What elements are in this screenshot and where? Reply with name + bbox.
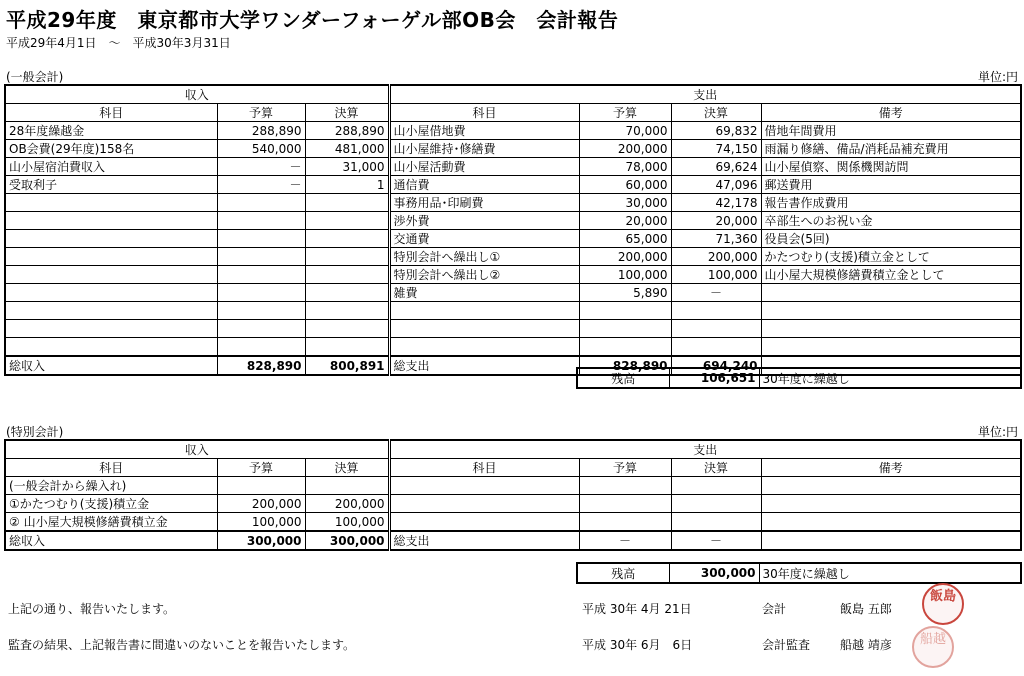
expense-note: かたつむり(支援)積立金として xyxy=(761,248,1021,266)
audit-statement: 監査の結果、上記報告書に間違いのないことを報告いたします。 xyxy=(8,638,356,652)
special-expense-note xyxy=(761,495,1021,513)
col-income-actual: 決算 xyxy=(305,104,389,122)
total-expense-actual: 694,240 xyxy=(671,356,761,375)
expense-item: 交通費 xyxy=(389,230,579,248)
expense-budget xyxy=(579,302,671,320)
expense-item: 山小屋維持･修繕費 xyxy=(389,140,579,158)
special-total-income-label: 総収入 xyxy=(5,531,217,550)
col-expense-actual: 決算 xyxy=(671,104,761,122)
special-col-income-actual: 決算 xyxy=(305,459,389,477)
expense-note xyxy=(761,302,1021,320)
general-unit-label: 単位:円 xyxy=(977,70,1018,84)
report-statement: 上記の通り、報告いたします。 xyxy=(8,602,176,616)
special-income-budget: 200,000 xyxy=(217,495,305,513)
income-budget xyxy=(217,212,305,230)
report-period: 平成29年4月1日 ～ 平成30年3月31日 xyxy=(6,36,231,50)
special-expense-item xyxy=(389,477,579,495)
expense-note: 山小屋大規模修繕費積立金として xyxy=(761,266,1021,284)
expense-item xyxy=(389,320,579,338)
special-account-table xyxy=(4,439,1022,551)
total-income-actual: 800,891 xyxy=(305,356,389,375)
income-actual xyxy=(305,320,389,338)
special-col-income-item: 科目 xyxy=(5,459,217,477)
expense-actual: － xyxy=(671,284,761,302)
table-row xyxy=(5,248,1021,266)
expense-budget: 200,000 xyxy=(579,140,671,158)
table-row xyxy=(5,122,1021,140)
total-expense-label: 総支出 xyxy=(389,356,579,375)
special-balance-box xyxy=(576,562,1022,584)
special-expense-item xyxy=(389,495,579,513)
table-row xyxy=(5,284,1021,302)
special-total-expense-label: 総支出 xyxy=(389,531,579,550)
special-col-expense-budget: 予算 xyxy=(579,459,671,477)
report-name: 飯島 五郎 xyxy=(840,602,892,616)
special-expense-item xyxy=(389,513,579,532)
expense-budget xyxy=(579,320,671,338)
expense-actual xyxy=(671,302,761,320)
total-income-budget: 828,890 xyxy=(217,356,305,375)
general-balance-note: 30年度に繰越し xyxy=(759,368,1021,388)
expense-note xyxy=(761,284,1021,302)
income-actual xyxy=(305,248,389,266)
special-income-actual: 200,000 xyxy=(305,495,389,513)
special-expense-budget xyxy=(579,495,671,513)
special-section-label: (特別会計) xyxy=(6,425,64,439)
col-income-item: 科目 xyxy=(5,104,217,122)
income-item: 山小屋宿泊費収入 xyxy=(5,158,217,176)
special-expense-actual xyxy=(671,477,761,495)
table-row xyxy=(5,338,1021,357)
expense-actual: 74,150 xyxy=(671,140,761,158)
table-row xyxy=(5,176,1021,194)
accountant-seal: 飯島 xyxy=(922,583,964,625)
special-income-item: (一般会計から繰入れ) xyxy=(5,477,217,495)
income-item xyxy=(5,248,217,266)
special-expense-header: 支出 xyxy=(389,440,1021,459)
general-section-label: (一般会計) xyxy=(6,70,64,84)
expense-item: 雑費 xyxy=(389,284,579,302)
income-item xyxy=(5,230,217,248)
special-total-expense-actual: － xyxy=(671,531,761,550)
special-total-income-budget: 300,000 xyxy=(217,531,305,550)
income-item xyxy=(5,338,217,357)
income-budget xyxy=(217,194,305,212)
special-expense-note xyxy=(761,513,1021,532)
income-item: 28年度繰越金 xyxy=(5,122,217,140)
income-item xyxy=(5,320,217,338)
table-row xyxy=(5,477,1021,495)
expense-budget: 70,000 xyxy=(579,122,671,140)
special-col-income-budget: 予算 xyxy=(217,459,305,477)
special-expense-budget xyxy=(579,513,671,532)
total-income-label: 総収入 xyxy=(5,356,217,375)
income-item xyxy=(5,302,217,320)
table-row xyxy=(5,320,1021,338)
income-item xyxy=(5,284,217,302)
special-balance-note: 30年度に繰越し xyxy=(759,563,1021,583)
expense-item xyxy=(389,302,579,320)
expense-item: 山小屋借地費 xyxy=(389,122,579,140)
table-row xyxy=(5,230,1021,248)
expense-note: 卒部生へのお祝い金 xyxy=(761,212,1021,230)
special-income-actual: 100,000 xyxy=(305,513,389,532)
income-budget xyxy=(217,338,305,357)
special-income-item: ② 山小屋大規模修繕費積立金 xyxy=(5,513,217,532)
expense-item: 渉外費 xyxy=(389,212,579,230)
expense-actual: 42,178 xyxy=(671,194,761,212)
col-expense-budget: 予算 xyxy=(579,104,671,122)
income-item xyxy=(5,194,217,212)
income-budget: 288,890 xyxy=(217,122,305,140)
expense-note: 借地年間費用 xyxy=(761,122,1021,140)
special-col-expense-item: 科目 xyxy=(389,459,579,477)
total-expense-budget: 828,890 xyxy=(579,356,671,375)
expense-budget: 78,000 xyxy=(579,158,671,176)
income-budget xyxy=(217,248,305,266)
special-balance-value: 300,000 xyxy=(669,563,759,583)
general-balance-value: 106,651 xyxy=(669,368,759,388)
expense-budget: 30,000 xyxy=(579,194,671,212)
table-row xyxy=(5,194,1021,212)
expense-note xyxy=(761,338,1021,357)
expense-note: 山小屋偵察、関係機関訪問 xyxy=(761,158,1021,176)
expense-actual xyxy=(671,338,761,357)
income-budget xyxy=(217,266,305,284)
expense-actual: 71,360 xyxy=(671,230,761,248)
special-total-expense-note xyxy=(761,531,1021,550)
expense-budget xyxy=(579,338,671,357)
expense-item: 事務用品･印刷費 xyxy=(389,194,579,212)
col-income-budget: 予算 xyxy=(217,104,305,122)
income-actual: 31,000 xyxy=(305,158,389,176)
income-actual xyxy=(305,338,389,357)
income-item: 受取利子 xyxy=(5,176,217,194)
special-unit-label: 単位:円 xyxy=(977,425,1018,439)
expense-note: 雨漏り修繕、備品/消耗品補充費用 xyxy=(761,140,1021,158)
income-actual xyxy=(305,266,389,284)
table-row xyxy=(5,513,1021,532)
income-item xyxy=(5,212,217,230)
expense-item: 山小屋活動費 xyxy=(389,158,579,176)
special-expense-note xyxy=(761,477,1021,495)
expense-note: 役員会(5回) xyxy=(761,230,1021,248)
income-header: 収入 xyxy=(5,85,389,104)
special-expense-actual xyxy=(671,513,761,532)
income-actual: 288,890 xyxy=(305,122,389,140)
report-date: 平成 30年 4月 21日 xyxy=(582,602,692,616)
income-actual xyxy=(305,284,389,302)
col-expense-note: 備考 xyxy=(761,104,1021,122)
special-total-income-actual: 300,000 xyxy=(305,531,389,550)
general-account-table xyxy=(4,84,1022,376)
table-row xyxy=(5,158,1021,176)
income-actual xyxy=(305,302,389,320)
expense-budget: 5,890 xyxy=(579,284,671,302)
expense-item: 特別会計へ繰出し② xyxy=(389,266,579,284)
auditor-seal: 船越 xyxy=(912,626,954,668)
income-budget xyxy=(217,320,305,338)
audit-name: 船越 靖彦 xyxy=(840,638,892,652)
income-budget xyxy=(217,284,305,302)
table-row xyxy=(5,302,1021,320)
general-balance-box xyxy=(576,367,1022,389)
expense-note: 郵送費用 xyxy=(761,176,1021,194)
income-actual: 1 xyxy=(305,176,389,194)
expense-actual: 69,832 xyxy=(671,122,761,140)
report-title: 平成29年度 東京都市大学ワンダーフォーゲル部OB会 会計報告 xyxy=(6,8,619,32)
special-income-actual xyxy=(305,477,389,495)
special-total-expense-budget: － xyxy=(579,531,671,550)
expense-actual: 69,624 xyxy=(671,158,761,176)
expense-item: 通信費 xyxy=(389,176,579,194)
special-expense-actual xyxy=(671,495,761,513)
col-expense-item: 科目 xyxy=(389,104,579,122)
expense-note: 報告書作成費用 xyxy=(761,194,1021,212)
income-budget: － xyxy=(217,176,305,194)
expense-header: 支出 xyxy=(389,85,1021,104)
expense-actual: 47,096 xyxy=(671,176,761,194)
special-col-expense-actual: 決算 xyxy=(671,459,761,477)
income-budget xyxy=(217,302,305,320)
table-row xyxy=(5,495,1021,513)
income-budget: － xyxy=(217,158,305,176)
expense-item: 特別会計へ繰出し① xyxy=(389,248,579,266)
table-row xyxy=(5,266,1021,284)
expense-budget: 200,000 xyxy=(579,248,671,266)
audit-date: 平成 30年 6月 6日 xyxy=(582,638,693,652)
expense-actual: 100,000 xyxy=(671,266,761,284)
expense-actual xyxy=(671,320,761,338)
income-item xyxy=(5,266,217,284)
special-col-expense-note: 備考 xyxy=(761,459,1021,477)
special-income-item: ①かたつむり(支援)積立金 xyxy=(5,495,217,513)
expense-note xyxy=(761,320,1021,338)
income-actual xyxy=(305,230,389,248)
special-balance-label: 残高 xyxy=(577,563,669,583)
special-expense-budget xyxy=(579,477,671,495)
expense-budget: 20,000 xyxy=(579,212,671,230)
special-income-budget xyxy=(217,477,305,495)
table-row xyxy=(5,212,1021,230)
special-income-budget: 100,000 xyxy=(217,513,305,532)
table-row xyxy=(5,140,1021,158)
special-income-header: 収入 xyxy=(5,440,389,459)
income-actual xyxy=(305,194,389,212)
expense-budget: 100,000 xyxy=(579,266,671,284)
income-item: OB会費(29年度)158名 xyxy=(5,140,217,158)
income-actual: 481,000 xyxy=(305,140,389,158)
expense-budget: 60,000 xyxy=(579,176,671,194)
report-role: 会計 xyxy=(762,602,787,616)
audit-role: 会計監査 xyxy=(762,638,811,652)
expense-actual: 20,000 xyxy=(671,212,761,230)
income-actual xyxy=(305,212,389,230)
expense-budget: 65,000 xyxy=(579,230,671,248)
income-budget: 540,000 xyxy=(217,140,305,158)
expense-actual: 200,000 xyxy=(671,248,761,266)
income-budget xyxy=(217,230,305,248)
expense-item xyxy=(389,338,579,357)
general-balance-label: 残高 xyxy=(577,368,669,388)
